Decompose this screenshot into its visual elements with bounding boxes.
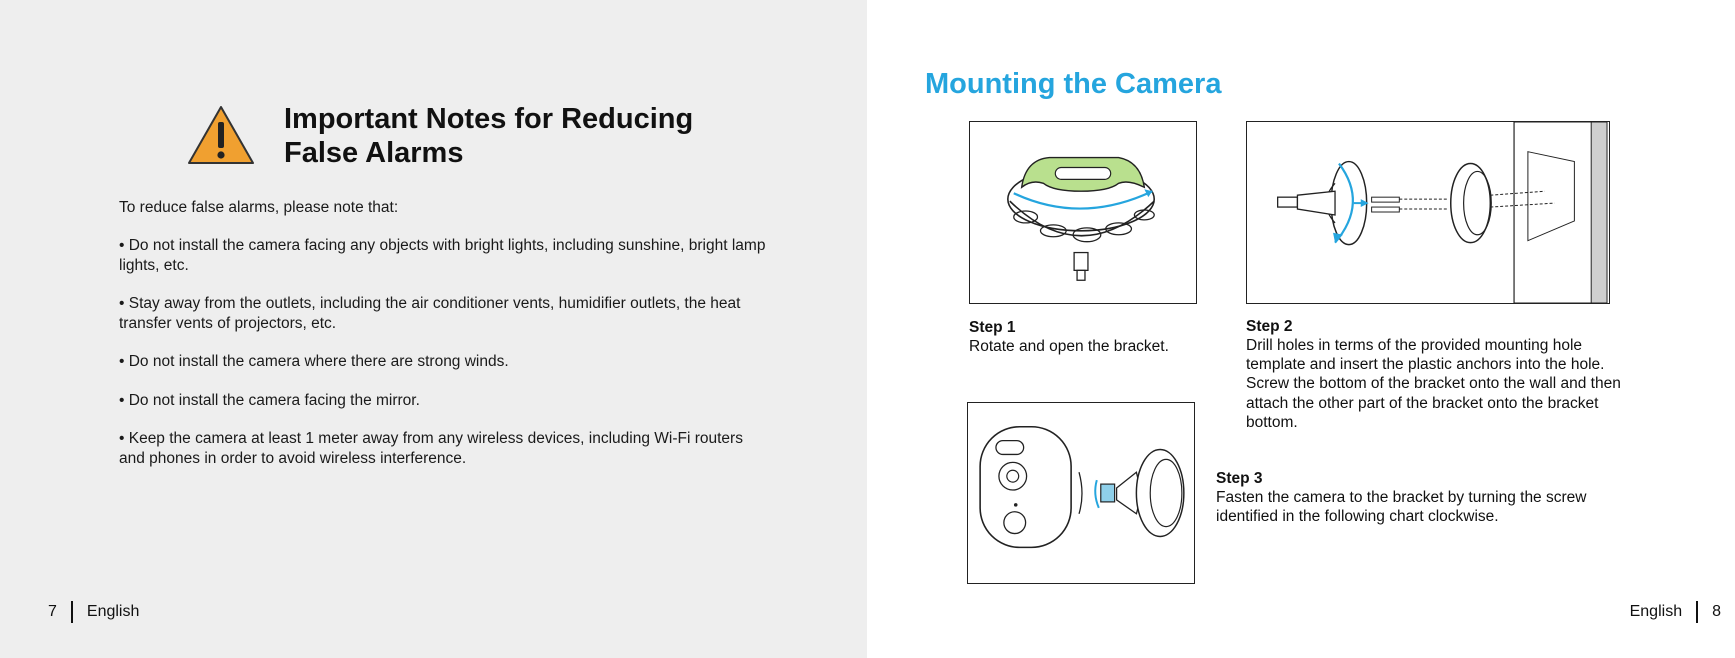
warning-triangle-icon <box>186 104 256 166</box>
notes-item: • Do not install the camera where there are strong winds. <box>119 353 509 370</box>
footer-divider <box>1696 601 1698 623</box>
notes-item: • Do not install the camera facing any objects with bright lights, including sunshine, bright lamp lights, etc. <box>119 237 766 274</box>
notes-item: • Keep the camera at least 1 meter away from any wireless devices, including Wi-Fi routers and phones in order to avoid wireless interference. <box>119 430 743 467</box>
footer-language: English <box>1629 603 1683 620</box>
bracket-rotate-image <box>970 122 1196 303</box>
mounting-title: Mounting the Camera <box>925 68 1222 100</box>
page-number: 7 <box>48 603 57 620</box>
step-3 <box>1216 469 1596 526</box>
step-label: Step 3 <box>1216 470 1263 487</box>
step2-illustration <box>1246 121 1610 304</box>
bracket-wall-mount-image <box>1247 122 1609 303</box>
step-label: Step 1 <box>969 319 1016 336</box>
step-2 <box>1246 317 1621 432</box>
step-label: Step 2 <box>1246 318 1293 335</box>
page-number: 8 <box>1712 603 1721 620</box>
left-footer <box>48 601 139 623</box>
notes-item: • Stay away from the outlets, including the air conditioner vents, humidifier outlets, the heat transfer vents of projectors, etc. <box>119 295 741 332</box>
footer-divider <box>71 601 73 623</box>
step-description: Drill holes in terms of the provided mounting hole template and insert the plastic anchors into the hole. Screw the bottom of the bracket onto the wall and then attach the other part of the bracket onto the bracket bottom. <box>1246 337 1621 431</box>
left-page <box>0 0 867 658</box>
notes-item: • Do not install the camera facing the mirror. <box>119 391 420 409</box>
notes-intro: To reduce false alarms, please note that: <box>119 199 399 216</box>
step-description: Fasten the camera to the bracket by turning the screw identified in the following chart clockwise. <box>1216 489 1587 526</box>
footer-language: English <box>86 603 140 620</box>
right-page <box>867 0 1735 658</box>
right-footer <box>1630 601 1721 623</box>
notes-list <box>119 236 769 487</box>
step-1 <box>969 318 1209 356</box>
notes-title: Important Notes for Reducing False Alarms <box>284 103 694 169</box>
step1-illustration <box>969 121 1197 304</box>
step-description: Rotate and open the bracket. <box>969 338 1169 355</box>
step3-illustration <box>967 402 1195 584</box>
camera-attach-image <box>968 403 1194 583</box>
